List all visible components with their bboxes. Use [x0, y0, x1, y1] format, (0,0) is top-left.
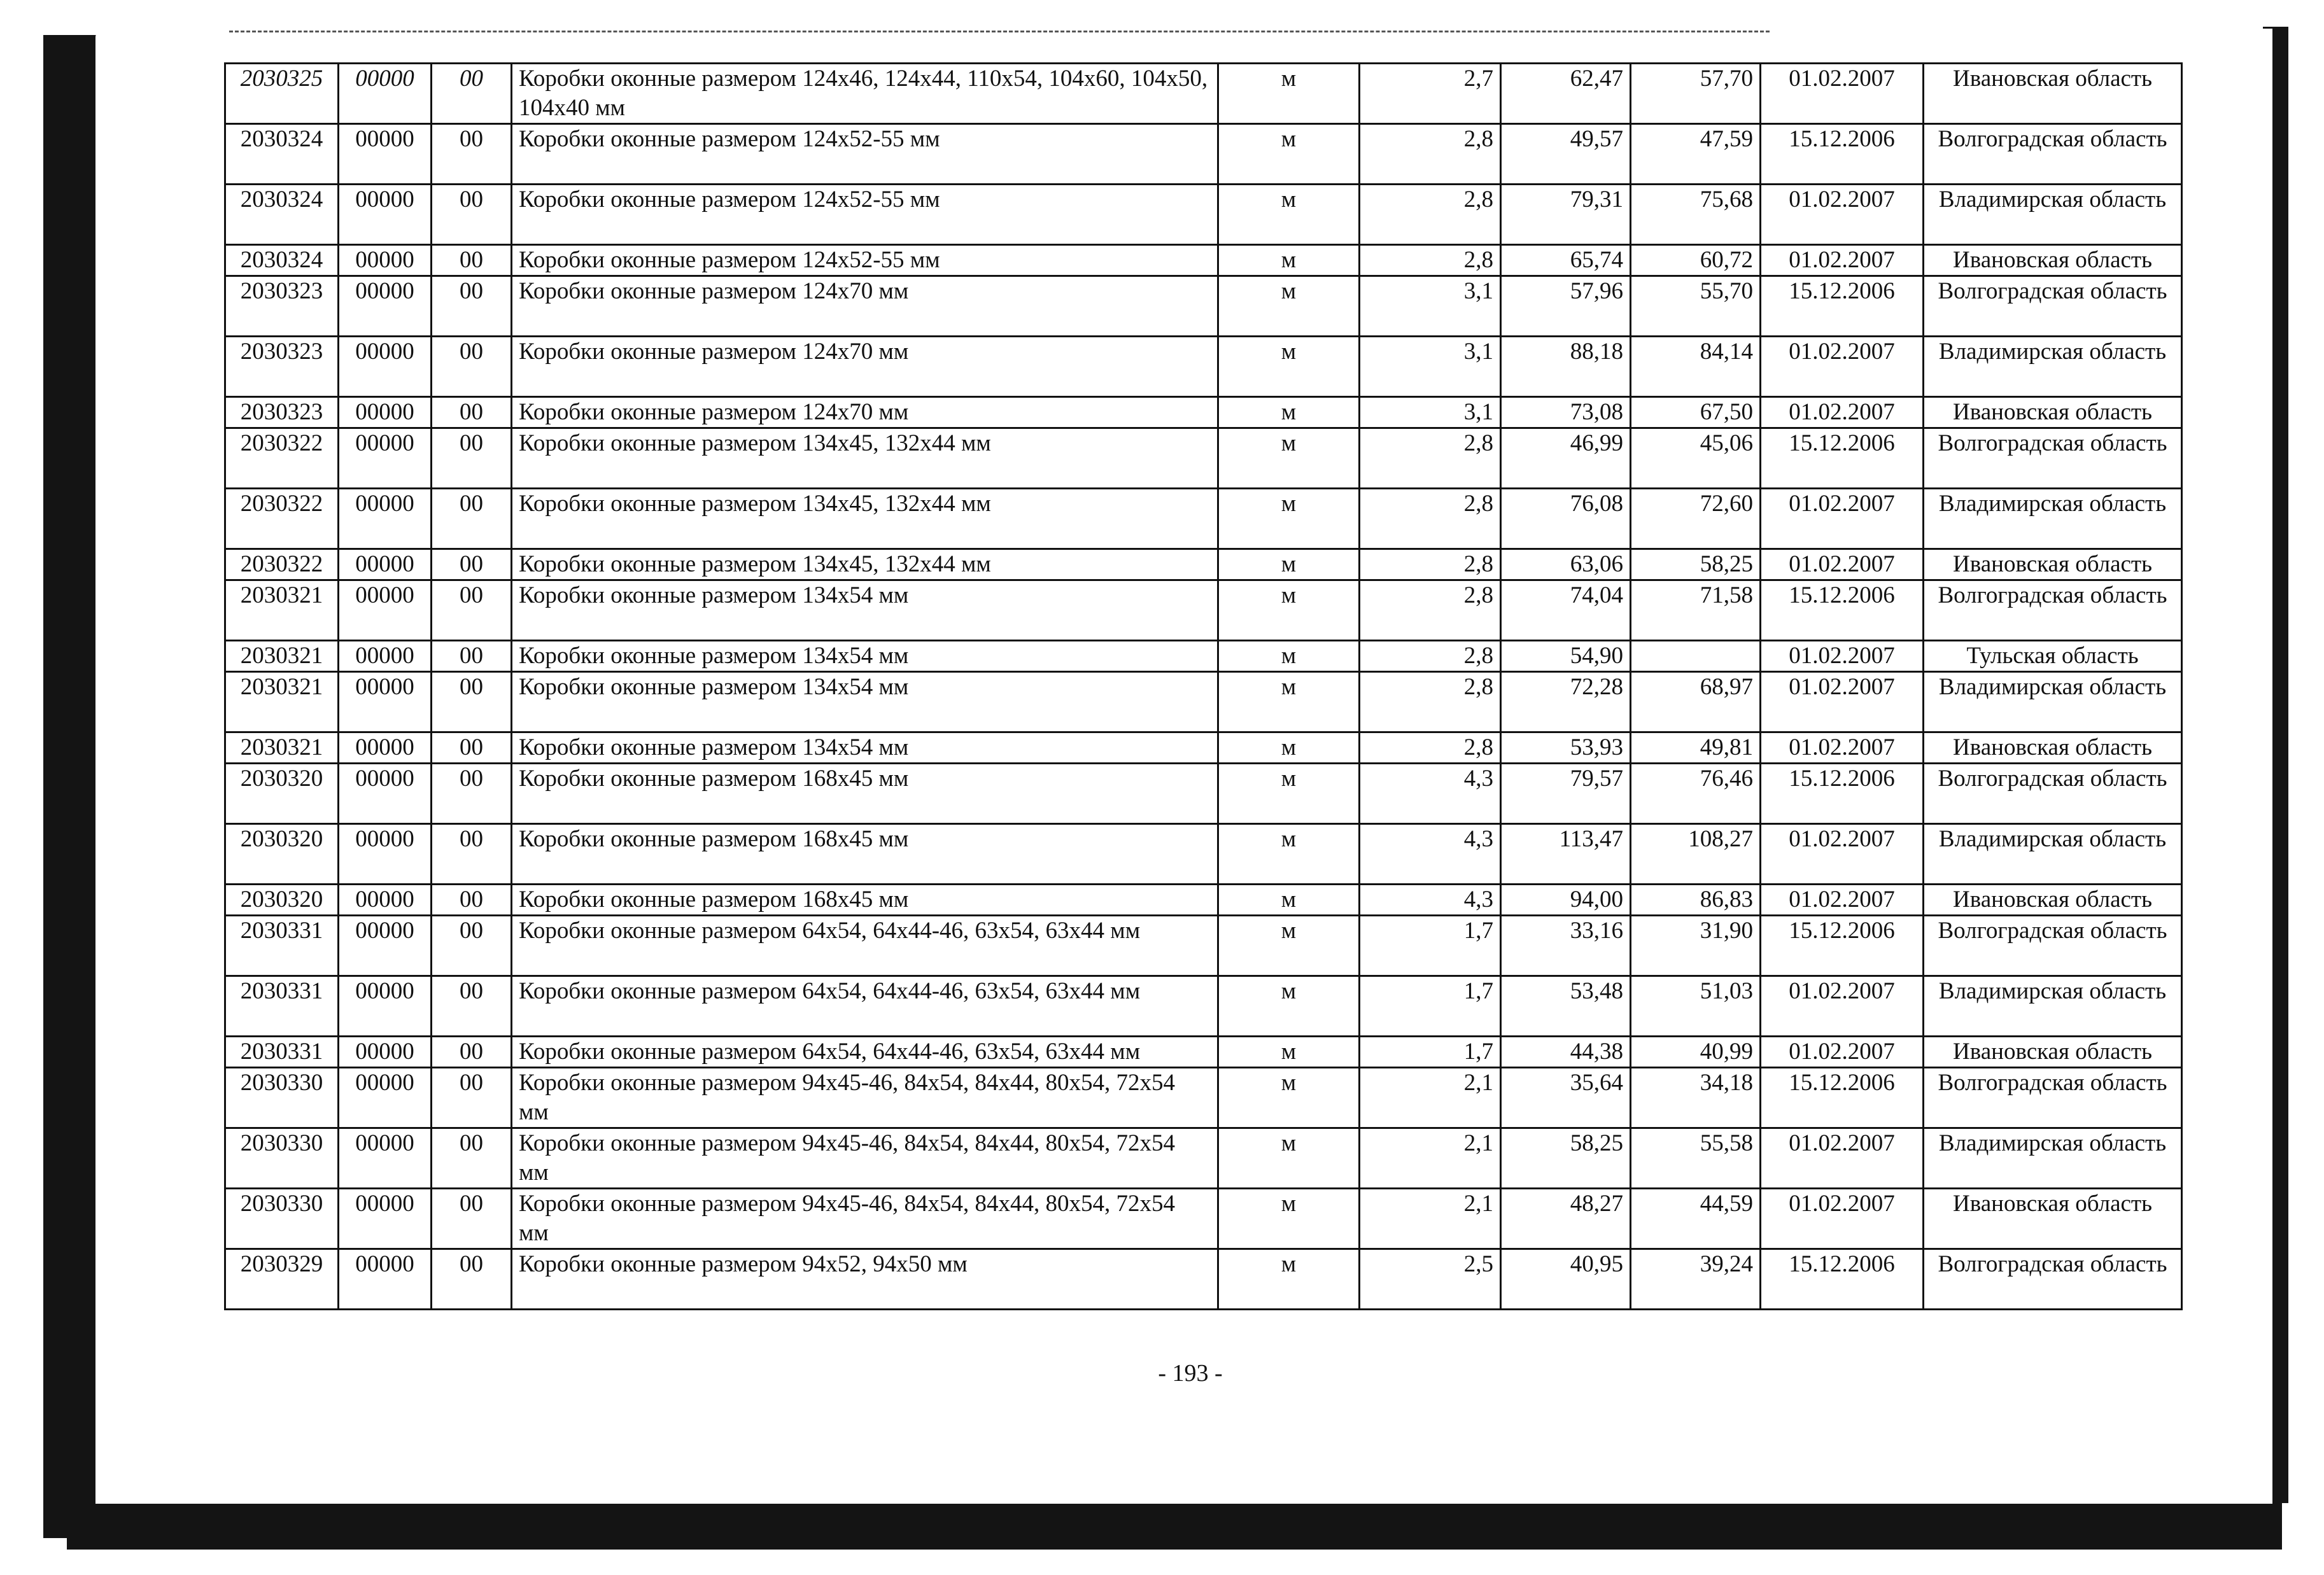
- item-name-cell: Коробки оконные размером 124х70 мм: [512, 337, 1218, 397]
- unit-cell: м: [1218, 124, 1360, 185]
- table-body: [225, 64, 2182, 1310]
- value-3-cell: 76,46: [1631, 764, 1761, 824]
- item-name-cell: Коробки оконные размером 134х54 мм: [512, 732, 1218, 764]
- value-1-cell: 4,3: [1360, 885, 1501, 916]
- subcode2-cell: 00: [432, 1068, 512, 1128]
- table-row: [225, 732, 2182, 764]
- region-cell: Волгоградская область: [1924, 916, 2182, 976]
- value-2-cell: 79,31: [1501, 185, 1631, 245]
- table-row: [225, 428, 2182, 489]
- value-1-cell: 3,1: [1360, 337, 1501, 397]
- value-3-cell: 71,58: [1631, 580, 1761, 641]
- scan-shadow-bottom: [67, 1499, 2282, 1550]
- region-cell: Тульская область: [1924, 641, 2182, 672]
- item-name-cell: Коробки оконные размером 94х45-46, 84х54, 84х44, 80х54, 72х54 мм: [512, 1128, 1218, 1189]
- subcode2-cell: 00: [432, 580, 512, 641]
- unit-cell: м: [1218, 428, 1360, 489]
- value-3-cell: 34,18: [1631, 1068, 1761, 1128]
- value-2-cell: 88,18: [1501, 337, 1631, 397]
- price-table: [224, 62, 2183, 1310]
- value-1-cell: 1,7: [1360, 1037, 1501, 1068]
- value-2-cell: 65,74: [1501, 245, 1631, 276]
- date-cell: 01.02.2007: [1761, 885, 1924, 916]
- date-cell: 15.12.2006: [1761, 428, 1924, 489]
- value-3-cell: 60,72: [1631, 245, 1761, 276]
- item-code-cell: 2030331: [225, 916, 339, 976]
- region-cell: Волгоградская область: [1924, 1068, 2182, 1128]
- value-1-cell: 2,8: [1360, 124, 1501, 185]
- item-name-cell: Коробки оконные размером 134х45, 132х44 мм: [512, 489, 1218, 549]
- subcode2-cell: 00: [432, 916, 512, 976]
- subcode2-cell: 00: [432, 337, 512, 397]
- item-code-cell: 2030322: [225, 549, 339, 580]
- unit-cell: м: [1218, 732, 1360, 764]
- value-1-cell: 2,8: [1360, 185, 1501, 245]
- value-2-cell: 73,08: [1501, 397, 1631, 428]
- region-cell: Ивановская область: [1924, 397, 2182, 428]
- date-cell: 15.12.2006: [1761, 1249, 1924, 1310]
- unit-cell: м: [1218, 185, 1360, 245]
- date-cell: 01.02.2007: [1761, 549, 1924, 580]
- value-3-cell: 55,58: [1631, 1128, 1761, 1189]
- subcode2-cell: 00: [432, 1128, 512, 1189]
- table-row: [225, 976, 2182, 1037]
- subcode-cell: 00000: [339, 672, 432, 732]
- top-cut-rule: [229, 31, 1770, 32]
- value-1-cell: 2,8: [1360, 245, 1501, 276]
- value-1-cell: 2,8: [1360, 428, 1501, 489]
- table-row: [225, 124, 2182, 185]
- date-cell: 15.12.2006: [1761, 764, 1924, 824]
- item-name-cell: Коробки оконные размером 94х45-46, 84х54, 84х44, 80х54, 72х54 мм: [512, 1189, 1218, 1249]
- item-code-cell: 2030321: [225, 580, 339, 641]
- item-code-cell: 2030321: [225, 672, 339, 732]
- value-2-cell: 94,00: [1501, 885, 1631, 916]
- value-1-cell: 3,1: [1360, 276, 1501, 337]
- subcode-cell: 00000: [339, 124, 432, 185]
- value-3-cell: 86,83: [1631, 885, 1761, 916]
- region-cell: Владимирская область: [1924, 976, 2182, 1037]
- subcode2-cell: 00: [432, 672, 512, 732]
- region-cell: Волгоградская область: [1924, 580, 2182, 641]
- subcode-cell: 00000: [339, 489, 432, 549]
- subcode-cell: 00000: [339, 397, 432, 428]
- value-2-cell: 53,93: [1501, 732, 1631, 764]
- item-code-cell: 2030324: [225, 124, 339, 185]
- date-cell: 01.02.2007: [1761, 64, 1924, 124]
- value-3-cell: 44,59: [1631, 1189, 1761, 1249]
- table-row: [225, 245, 2182, 276]
- region-cell: Владимирская область: [1924, 337, 2182, 397]
- unit-cell: м: [1218, 976, 1360, 1037]
- table-row: [225, 549, 2182, 580]
- subcode2-cell: 00: [432, 641, 512, 672]
- value-3-cell: 67,50: [1631, 397, 1761, 428]
- item-name-cell: Коробки оконные размером 64х54, 64х44-46, 63х54, 63х44 мм: [512, 976, 1218, 1037]
- subcode-cell: 00000: [339, 580, 432, 641]
- item-name-cell: Коробки оконные размером 168х45 мм: [512, 764, 1218, 824]
- subcode-cell: 00000: [339, 764, 432, 824]
- item-code-cell: 2030324: [225, 185, 339, 245]
- value-1-cell: 1,7: [1360, 976, 1501, 1037]
- item-name-cell: Коробки оконные размером 124х52-55 мм: [512, 245, 1218, 276]
- table-row: [225, 1068, 2182, 1128]
- subcode-cell: 00000: [339, 641, 432, 672]
- value-2-cell: 40,95: [1501, 1249, 1631, 1310]
- value-3-cell: 47,59: [1631, 124, 1761, 185]
- value-3-cell: 49,81: [1631, 732, 1761, 764]
- date-cell: 01.02.2007: [1761, 489, 1924, 549]
- region-cell: Ивановская область: [1924, 1037, 2182, 1068]
- date-cell: 15.12.2006: [1761, 1068, 1924, 1128]
- value-2-cell: 74,04: [1501, 580, 1631, 641]
- table-row: [225, 641, 2182, 672]
- region-cell: Владимирская область: [1924, 1128, 2182, 1189]
- value-1-cell: 2,1: [1360, 1068, 1501, 1128]
- subcode-cell: 00000: [339, 276, 432, 337]
- value-2-cell: 58,25: [1501, 1128, 1631, 1189]
- value-2-cell: 76,08: [1501, 489, 1631, 549]
- value-3-cell: 40,99: [1631, 1037, 1761, 1068]
- value-3-cell: 31,90: [1631, 916, 1761, 976]
- unit-cell: м: [1218, 489, 1360, 549]
- region-cell: Волгоградская область: [1924, 124, 2182, 185]
- subcode2-cell: 00: [432, 549, 512, 580]
- value-1-cell: 3,1: [1360, 397, 1501, 428]
- date-cell: 01.02.2007: [1761, 397, 1924, 428]
- value-2-cell: 79,57: [1501, 764, 1631, 824]
- item-code-cell: 2030331: [225, 1037, 339, 1068]
- region-cell: Ивановская область: [1924, 549, 2182, 580]
- subcode2-cell: 00: [432, 1037, 512, 1068]
- item-code-cell: 2030330: [225, 1068, 339, 1128]
- table-row: [225, 916, 2182, 976]
- item-name-cell: Коробки оконные размером 124х52-55 мм: [512, 124, 1218, 185]
- subcode-cell: 00000: [339, 1249, 432, 1310]
- subcode2-cell: 00: [432, 824, 512, 885]
- value-3-cell: [1631, 641, 1761, 672]
- value-2-cell: 46,99: [1501, 428, 1631, 489]
- item-name-cell: Коробки оконные размером 134х45, 132х44 мм: [512, 549, 1218, 580]
- item-code-cell: 2030322: [225, 489, 339, 549]
- table-row: [225, 276, 2182, 337]
- value-3-cell: 57,70: [1631, 64, 1761, 124]
- date-cell: 01.02.2007: [1761, 732, 1924, 764]
- page-number: - 193 -: [1158, 1360, 1223, 1387]
- item-code-cell: 2030320: [225, 885, 339, 916]
- value-1-cell: 2,8: [1360, 732, 1501, 764]
- subcode-cell: 00000: [339, 337, 432, 397]
- item-name-cell: Коробки оконные размером 124х70 мм: [512, 397, 1218, 428]
- value-2-cell: 54,90: [1501, 641, 1631, 672]
- unit-cell: м: [1218, 916, 1360, 976]
- item-code-cell: 2030324: [225, 245, 339, 276]
- region-cell: Ивановская область: [1924, 1189, 2182, 1249]
- value-2-cell: 53,48: [1501, 976, 1631, 1037]
- value-3-cell: 45,06: [1631, 428, 1761, 489]
- value-2-cell: 48,27: [1501, 1189, 1631, 1249]
- item-code-cell: 2030320: [225, 764, 339, 824]
- subcode2-cell: 00: [432, 245, 512, 276]
- date-cell: 01.02.2007: [1761, 185, 1924, 245]
- value-1-cell: 4,3: [1360, 824, 1501, 885]
- subcode-cell: 00000: [339, 185, 432, 245]
- unit-cell: м: [1218, 824, 1360, 885]
- unit-cell: м: [1218, 1189, 1360, 1249]
- subcode-cell: 00000: [339, 1189, 432, 1249]
- item-name-cell: Коробки оконные размером 64х54, 64х44-46, 63х54, 63х44 мм: [512, 1037, 1218, 1068]
- table-row: [225, 672, 2182, 732]
- item-code-cell: 2030331: [225, 976, 339, 1037]
- date-cell: 01.02.2007: [1761, 1189, 1924, 1249]
- value-1-cell: 2,1: [1360, 1128, 1501, 1189]
- subcode2-cell: 00: [432, 1249, 512, 1310]
- subcode2-cell: 00: [432, 732, 512, 764]
- value-1-cell: 1,7: [1360, 916, 1501, 976]
- value-1-cell: 2,8: [1360, 489, 1501, 549]
- table-row: [225, 64, 2182, 124]
- value-2-cell: 113,47: [1501, 824, 1631, 885]
- subcode2-cell: 00: [432, 397, 512, 428]
- region-cell: Ивановская область: [1924, 732, 2182, 764]
- subcode-cell: 00000: [339, 428, 432, 489]
- value-3-cell: 75,68: [1631, 185, 1761, 245]
- item-name-cell: Коробки оконные размером 168х45 мм: [512, 885, 1218, 916]
- unit-cell: м: [1218, 885, 1360, 916]
- value-3-cell: 72,60: [1631, 489, 1761, 549]
- region-cell: Владимирская область: [1924, 185, 2182, 245]
- item-name-cell: Коробки оконные размером 134х54 мм: [512, 641, 1218, 672]
- date-cell: 15.12.2006: [1761, 276, 1924, 337]
- subcode2-cell: 00: [432, 489, 512, 549]
- item-code-cell: 2030321: [225, 732, 339, 764]
- table-row: [225, 397, 2182, 428]
- value-2-cell: 72,28: [1501, 672, 1631, 732]
- item-name-cell: Коробки оконные размером 94х52, 94х50 мм: [512, 1249, 1218, 1310]
- unit-cell: м: [1218, 580, 1360, 641]
- subcode2-cell: 00: [432, 428, 512, 489]
- unit-cell: м: [1218, 549, 1360, 580]
- value-2-cell: 33,16: [1501, 916, 1631, 976]
- date-cell: 01.02.2007: [1761, 337, 1924, 397]
- item-name-cell: Коробки оконные размером 124х46, 124х44, 110х54, 104х60, 104х50, 104х40 мм: [512, 64, 1218, 124]
- subcode2-cell: 00: [432, 185, 512, 245]
- value-1-cell: 2,8: [1360, 580, 1501, 641]
- value-3-cell: 51,03: [1631, 976, 1761, 1037]
- value-1-cell: 2,5: [1360, 1249, 1501, 1310]
- date-cell: 15.12.2006: [1761, 916, 1924, 976]
- unit-cell: м: [1218, 64, 1360, 124]
- value-2-cell: 57,96: [1501, 276, 1631, 337]
- subcode-cell: 00000: [339, 549, 432, 580]
- item-name-cell: Коробки оконные размером 124х52-55 мм: [512, 185, 1218, 245]
- subcode2-cell: 00: [432, 276, 512, 337]
- subcode2-cell: 00: [432, 64, 512, 124]
- item-code-cell: 2030320: [225, 824, 339, 885]
- subcode-cell: 00000: [339, 916, 432, 976]
- region-cell: Волгоградская область: [1924, 276, 2182, 337]
- item-name-cell: Коробки оконные размером 64х54, 64х44-46, 63х54, 63х44 мм: [512, 916, 1218, 976]
- unit-cell: м: [1218, 1068, 1360, 1128]
- item-name-cell: Коробки оконные размером 94х45-46, 84х54, 84х44, 80х54, 72х54 мм: [512, 1068, 1218, 1128]
- table-row: [225, 824, 2182, 885]
- item-code-cell: 2030323: [225, 337, 339, 397]
- table-row: [225, 185, 2182, 245]
- unit-cell: м: [1218, 397, 1360, 428]
- table-row: [225, 1128, 2182, 1189]
- region-cell: Волгоградская область: [1924, 428, 2182, 489]
- value-2-cell: 63,06: [1501, 549, 1631, 580]
- value-3-cell: 58,25: [1631, 549, 1761, 580]
- table-row: [225, 1037, 2182, 1068]
- subcode-cell: 00000: [339, 1037, 432, 1068]
- region-cell: Ивановская область: [1924, 885, 2182, 916]
- value-1-cell: 2,8: [1360, 672, 1501, 732]
- region-cell: Волгоградская область: [1924, 764, 2182, 824]
- date-cell: 01.02.2007: [1761, 1037, 1924, 1068]
- region-cell: Владимирская область: [1924, 672, 2182, 732]
- item-code-cell: 2030322: [225, 428, 339, 489]
- item-name-cell: Коробки оконные размером 134х45, 132х44 мм: [512, 428, 1218, 489]
- value-1-cell: 2,7: [1360, 64, 1501, 124]
- item-name-cell: Коробки оконные размером 168х45 мм: [512, 824, 1218, 885]
- unit-cell: м: [1218, 641, 1360, 672]
- subcode2-cell: 00: [432, 976, 512, 1037]
- table-row: [225, 1249, 2182, 1310]
- item-name-cell: Коробки оконные размером 134х54 мм: [512, 672, 1218, 732]
- value-2-cell: 49,57: [1501, 124, 1631, 185]
- date-cell: 01.02.2007: [1761, 1128, 1924, 1189]
- date-cell: 01.02.2007: [1761, 976, 1924, 1037]
- subcode-cell: 00000: [339, 1068, 432, 1128]
- region-cell: Владимирская область: [1924, 824, 2182, 885]
- value-3-cell: 39,24: [1631, 1249, 1761, 1310]
- value-1-cell: 4,3: [1360, 764, 1501, 824]
- date-cell: 15.12.2006: [1761, 124, 1924, 185]
- item-code-cell: 2030330: [225, 1189, 339, 1249]
- subcode-cell: 00000: [339, 824, 432, 885]
- value-3-cell: 108,27: [1631, 824, 1761, 885]
- region-cell: Ивановская область: [1924, 245, 2182, 276]
- value-1-cell: 2,8: [1360, 549, 1501, 580]
- value-2-cell: 62,47: [1501, 64, 1631, 124]
- subcode-cell: 00000: [339, 245, 432, 276]
- value-2-cell: 44,38: [1501, 1037, 1631, 1068]
- unit-cell: м: [1218, 337, 1360, 397]
- subcode-cell: 00000: [339, 1128, 432, 1189]
- unit-cell: м: [1218, 276, 1360, 337]
- value-1-cell: 2,1: [1360, 1189, 1501, 1249]
- table-row: [225, 764, 2182, 824]
- value-1-cell: 2,8: [1360, 641, 1501, 672]
- subcode2-cell: 00: [432, 124, 512, 185]
- table-row: [225, 1189, 2182, 1249]
- subcode-cell: 00000: [339, 885, 432, 916]
- value-3-cell: 55,70: [1631, 276, 1761, 337]
- table-row: [225, 489, 2182, 549]
- table-row: [225, 337, 2182, 397]
- unit-cell: м: [1218, 1249, 1360, 1310]
- item-code-cell: 2030321: [225, 641, 339, 672]
- subcode-cell: 00000: [339, 732, 432, 764]
- item-name-cell: Коробки оконные размером 124х70 мм: [512, 276, 1218, 337]
- subcode2-cell: 00: [432, 1189, 512, 1249]
- subcode-cell: 00000: [339, 976, 432, 1037]
- item-name-cell: Коробки оконные размером 134х54 мм: [512, 580, 1218, 641]
- item-code-cell: 2030329: [225, 1249, 339, 1310]
- unit-cell: м: [1218, 672, 1360, 732]
- unit-cell: м: [1218, 245, 1360, 276]
- table-row: [225, 885, 2182, 916]
- unit-cell: м: [1218, 1128, 1360, 1189]
- region-cell: Владимирская область: [1924, 489, 2182, 549]
- date-cell: 01.02.2007: [1761, 245, 1924, 276]
- date-cell: 01.02.2007: [1761, 824, 1924, 885]
- item-code-cell: 2030323: [225, 397, 339, 428]
- subcode2-cell: 00: [432, 885, 512, 916]
- region-cell: Ивановская область: [1924, 64, 2182, 124]
- item-code-cell: 2030330: [225, 1128, 339, 1189]
- subcode-cell: 00000: [339, 64, 432, 124]
- date-cell: 01.02.2007: [1761, 641, 1924, 672]
- date-cell: 15.12.2006: [1761, 580, 1924, 641]
- table-row: [225, 580, 2182, 641]
- value-3-cell: 84,14: [1631, 337, 1761, 397]
- unit-cell: м: [1218, 764, 1360, 824]
- value-3-cell: 68,97: [1631, 672, 1761, 732]
- value-2-cell: 35,64: [1501, 1068, 1631, 1128]
- subcode2-cell: 00: [432, 764, 512, 824]
- date-cell: 01.02.2007: [1761, 672, 1924, 732]
- item-code-cell: 2030325: [225, 64, 339, 124]
- unit-cell: м: [1218, 1037, 1360, 1068]
- item-code-cell: 2030323: [225, 276, 339, 337]
- region-cell: Волгоградская область: [1924, 1249, 2182, 1310]
